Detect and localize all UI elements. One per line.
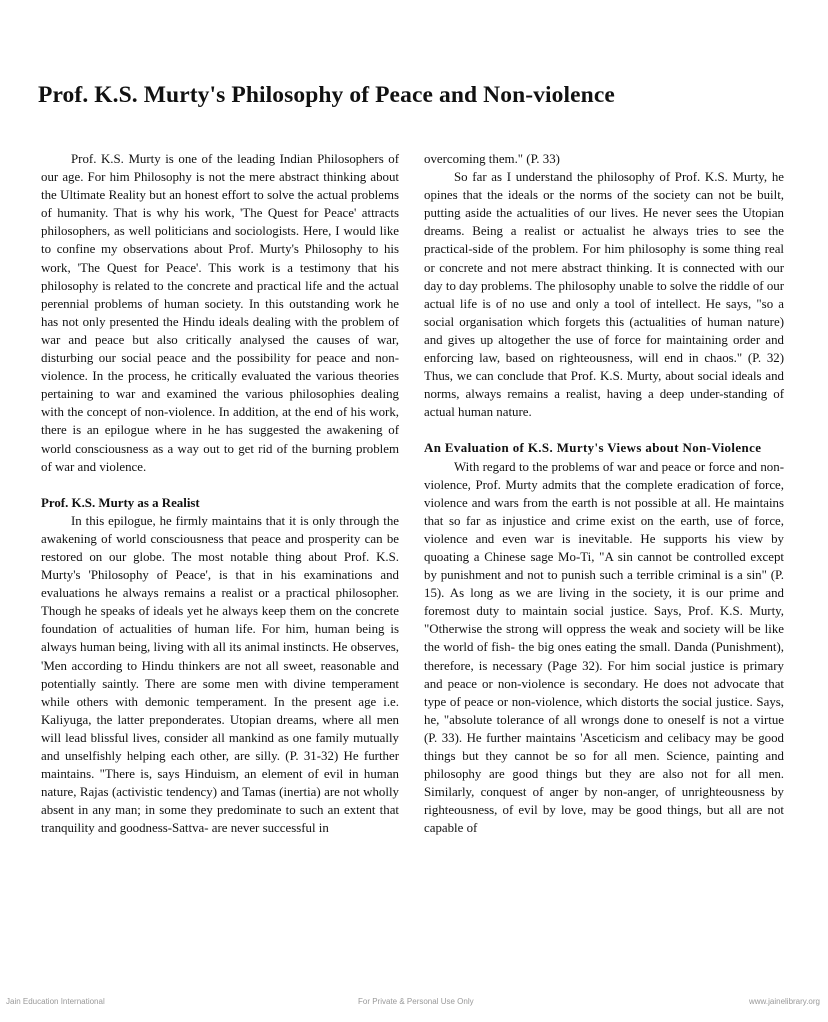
footer-website: www.jainelibrary.org (749, 997, 820, 1006)
understanding-paragraph: So far as I understand the philosophy of Prof. K.S. Murty, he opines that the ideals or the norms of the society can not be built, putting aside the actualities of our lives. He never sees the Utopian dreams. Being a realist or actualist he always tries to see the practical-side of the problem. For him philosophy is some thing real or concrete and not mere abstract thinking. It is connected with our day to day problems. The philosophy unable to solve the riddle of our actual life is of no use and only a tool of intellect. He says, "so a social organisation which forgets this (actualities of human nature) and gives up altogether the use of force for maintaining order and enforcing law, based on righteousness, will end in chaos." (P. 32) Thus, we can conclude that Prof. K.S. Murty, about social ideals and norms, always remains a realist, having a deep under-standing of actual human nature. (424, 170, 784, 420)
left-column (41, 150, 399, 837)
article-title: Prof. K.S. Murty's Philosophy of Peace and Non-violence (38, 82, 615, 108)
section-heading-realist: Prof. K.S. Murty as a Realist (41, 495, 200, 510)
intro-paragraph: Prof. K.S. Murty is one of the leading Indian Philosophers of our age. For him Philosophy is not the mere abstract thinking about the Ultimate Reality but an honest effort to solve the actual problems of humanity. That is why his work, 'The Quest for Peace' attracts philosophers, as well politicians and sociologists. Here, I would like to confine my observations about Prof. Murty's Philosophy to his work, 'The Quest for Peace'. This work is a testimony that his philosophy is related to the concrete and practical life and the actual perennial problems of human society. In this outstanding work he has not only presented the Hindu ideals dealing with the problem of war and peace but also critically analysed the causes of war, disturbing our social peace and the possibility for peace and non-violence. In the process, he critically evaluated the various theories pertaining to war and examined the various philosophies dealing with the concept of non-violence. In addition, at the end of his work, there is an epilogue where in he has suggested the awakening of world consciousness as a way out to get rid of the burning problem of war and violence. (41, 152, 399, 474)
footer-usage: For Private & Personal Use Only (358, 997, 474, 1006)
realist-paragraph: In this epilogue, he firmly maintains that it is only through the awakening of world consciousness that peace and prosperity can be restored on our globe. The most notable thing about Prof. K.S. Murty's 'Philosophy of Peace', is that in his examinations and evaluations he always remains a realist or a practical philosopher. Though he speaks of ideals yet he always keep them on the concrete foundation of actualities of human life. For him, human being is always human being, living with all its animal instincts. He observes, 'Men according to Hindu thinkers are not all sweet, reasonable and potentially saintly. There are some men with divine temperament while others with demonic temperament. In the present age i.e. Kaliyuga, the latter preponderates. Utopian dreams, where all men will lead blissful lives, consider all mankind as one family mutually and unselfishly helping each other, are silly. (P. 31-32) He further maintains. "There is, says Hinduism, an element of evil in human nature, Rajas (activistic tendency) and Tamas (inertia) are not wholly absent in any man; in some they predominate to such an extent that tranquility and goodness-Sattva- are never successful in (41, 513, 399, 836)
section-heading-evaluation: An Evaluation of K.S. Murty's Views about Non-Violence (424, 441, 762, 456)
continued-paragraph: overcoming them." (P. 33) (424, 152, 560, 166)
evaluation-paragraph: With regard to the problems of war and peace or force and non-violence, Prof. Murty admits that the complete eradication of force, violence and wars from the earth is not possible at all. He maintains that so far as injustice and crime exist on the earth, use of force, violence and even war is inevitable. He supports his view by quoating a Chinese sage Mo-Ti, "A sin cannot be controlled except by punishment and not to punish such a terrible criminal is a sin" (P. 15). As long as we are living in the society, it is our prime and foremost duty to maintain social justice. Says, Prof. K.S. Murty, "Otherwise the strong will oppress the weak and society will be like the world of fish- the big ones eating the small. Danda (Punishment), therefore, is necessary (Page 32). For him social justice is primary and peace or non-violence is secondary. He does not advocate that type of peace or non-violence, which distorts the social justice. Says, he, "absolute tolerance of all wrongs done to oneself is not a virtue (P. 33). He further maintains 'Asceticism and celibacy may be good things but they cannot be so for all men. Science, painting and philosophy are good things but they are also not for all men. Similarly, conquest of anger by non-anger, of unrighteousness by righteousness, of evil by love, may be good things, but all are not capable of (424, 459, 784, 836)
right-column (424, 150, 784, 837)
footer-source: Jain Education International (6, 997, 105, 1006)
